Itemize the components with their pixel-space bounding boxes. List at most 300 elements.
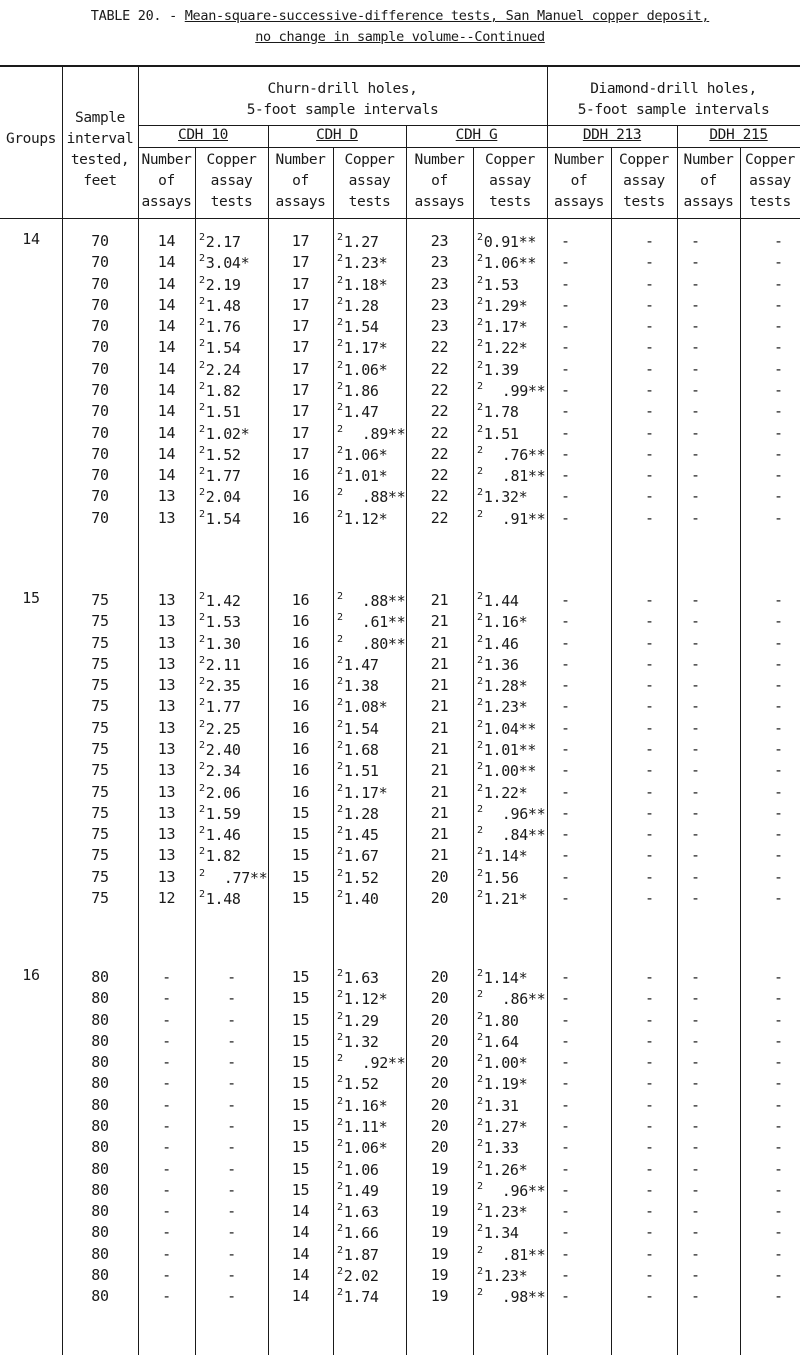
empty-cell-dash: - <box>774 761 784 780</box>
empty-cell-dash: - <box>691 654 701 673</box>
footnote-marker: 2 <box>199 803 205 815</box>
copper-assay-cell <box>337 761 379 780</box>
footnote-marker: 2 <box>199 423 205 435</box>
copper-assay-cell <box>337 968 379 987</box>
number-of-assays-cell: 21 <box>430 782 449 801</box>
footnote-marker: 2 <box>477 466 483 478</box>
sample-interval-cell: 75 <box>91 782 109 801</box>
empty-cell-dash: - <box>561 317 571 336</box>
empty-cell-dash: - <box>561 739 571 758</box>
empty-cell-dash: - <box>774 274 784 293</box>
footnote-marker: 2 <box>337 232 343 243</box>
sample-interval-cell: 75 <box>91 761 109 780</box>
sample-interval-header: interval <box>66 131 134 147</box>
empty-cell-dash: - <box>774 1138 784 1157</box>
copper-assay-value: 1.87 <box>343 1245 379 1264</box>
number-of-assays-cell: 17 <box>291 423 310 442</box>
number-of-assays-cell: 20 <box>430 1053 449 1072</box>
empty-cell-dash: - <box>645 1287 655 1306</box>
copper-assay-value: 1.67 <box>343 847 379 866</box>
empty-cell-dash: - <box>691 697 701 716</box>
copper-assay-value: 1.26* <box>483 1160 528 1179</box>
copper-assay-cell <box>199 487 241 506</box>
copper-assay-cell <box>337 509 387 528</box>
copper-assay-value: 1.32 <box>343 1032 379 1051</box>
footnote-marker: 2 <box>477 1265 483 1277</box>
sample-interval-cell: 80 <box>91 1010 109 1029</box>
copper-assay-cell <box>477 445 545 464</box>
sample-interval-cell: 75 <box>91 867 109 886</box>
copper-assay-cell <box>477 804 545 823</box>
copper-assay-cell <box>477 381 545 400</box>
footnote-marker: 2 <box>337 761 343 773</box>
footnote-marker: 2 <box>337 317 343 329</box>
empty-cell-dash: - <box>774 1265 784 1284</box>
hole-header: DDH 213 <box>582 127 642 143</box>
number-of-assays-cell: 19 <box>430 1159 449 1178</box>
copper-assay-cell <box>199 846 241 865</box>
number-of-assays-cell: 13 <box>157 782 176 801</box>
empty-cell-dash: - <box>774 1287 784 1306</box>
sample-interval-cell: 70 <box>91 487 109 506</box>
footnote-marker: 2 <box>337 380 343 392</box>
footnote-marker: 2 <box>337 508 343 520</box>
empty-cell-dash: - <box>645 803 655 822</box>
footnote-marker: 2 <box>477 402 483 414</box>
number-of-assays-cell: 20 <box>430 1074 449 1093</box>
empty-cell-dash: - <box>645 444 655 463</box>
copper-assay-cell <box>337 1011 379 1030</box>
copper-assay-cell: - <box>227 1095 236 1114</box>
sample-interval-cell: 80 <box>91 1180 109 1199</box>
copper-assay-cell <box>337 466 387 485</box>
copper-assay-value: 1.56 <box>483 868 519 887</box>
empty-cell-dash: - <box>561 591 571 609</box>
number-of-assays-header: assays <box>683 194 734 210</box>
footnote-marker: 2 <box>199 718 205 730</box>
copper-assay-cell <box>337 1117 387 1136</box>
number-of-assays-cell: 15 <box>291 1095 310 1114</box>
empty-cell-dash: - <box>774 654 784 673</box>
empty-cell-dash: - <box>645 274 655 293</box>
footnote-marker: 2 <box>337 1244 343 1256</box>
footnote-marker: 2 <box>199 359 205 371</box>
copper-assay-value: 1.33 <box>483 1139 519 1158</box>
footnote-marker: 2 <box>477 295 483 307</box>
copper-assay-value: .80** <box>361 634 406 653</box>
number-of-assays-cell: 21 <box>430 846 449 865</box>
copper-assay-value: .76** <box>501 445 546 464</box>
copper-assay-tests-header: tests <box>749 194 791 210</box>
empty-cell-dash: - <box>561 1180 571 1199</box>
copper-assay-cell <box>337 1096 387 1115</box>
copper-assay-value: 1.46 <box>483 634 519 653</box>
empty-cell-dash: - <box>691 676 701 695</box>
copper-assay-value: 1.19* <box>483 1075 528 1094</box>
empty-cell-dash: - <box>645 654 655 673</box>
empty-cell-dash: - <box>645 846 655 865</box>
empty-cell-dash: - <box>645 423 655 442</box>
groups-header: Groups <box>6 131 56 147</box>
sample-interval-cell: 80 <box>91 1223 109 1242</box>
copper-assay-tests-header: assay <box>749 173 791 189</box>
copper-assay-tests-header: Copper <box>485 152 535 168</box>
empty-cell-dash: - <box>645 317 655 336</box>
copper-assay-cell <box>337 868 379 887</box>
empty-cell-dash: - <box>774 825 784 844</box>
copper-assay-value: 2.24 <box>205 360 241 379</box>
number-of-assays-cell: 15 <box>291 888 310 907</box>
empty-cell-dash: - <box>561 654 571 673</box>
empty-cell-dash: - <box>561 274 571 293</box>
empty-cell-dash: - <box>561 1095 571 1114</box>
number-of-assays-cell: 16 <box>291 782 310 801</box>
footnote-marker: 2 <box>199 591 205 602</box>
copper-assay-value: 1.17* <box>483 318 528 337</box>
footnote-marker: 2 <box>199 846 205 858</box>
empty-cell-dash: - <box>561 1031 571 1050</box>
empty-cell-dash: - <box>645 295 655 314</box>
sample-interval-cell: 70 <box>91 317 109 336</box>
number-of-assays-cell: 13 <box>157 697 176 716</box>
number-of-assays-cell: 13 <box>157 487 176 506</box>
footnote-marker: 2 <box>477 1010 483 1022</box>
empty-cell-dash: - <box>691 1202 701 1221</box>
copper-assay-value: 1.47 <box>343 403 379 422</box>
copper-assay-value: 2.34 <box>205 762 241 781</box>
title-line-1: Mean-square-successive-difference tests, San Manuel copper deposit, <box>184 8 710 24</box>
empty-cell-dash: - <box>774 380 784 399</box>
empty-cell-dash: - <box>691 846 701 865</box>
number-of-assays-cell: 14 <box>291 1244 310 1263</box>
empty-cell-dash: - <box>645 888 655 907</box>
copper-assay-cell <box>477 275 519 294</box>
copper-assay-value: 1.48 <box>205 296 241 315</box>
empty-cell-dash: - <box>645 739 655 758</box>
sample-interval-cell: 75 <box>91 612 109 631</box>
footnote-marker: 2 <box>199 402 205 414</box>
empty-cell-dash: - <box>691 1074 701 1093</box>
copper-assay-value: 1.49 <box>343 1181 379 1200</box>
sample-interval-cell: 75 <box>91 591 109 609</box>
empty-cell-dash: - <box>645 1138 655 1157</box>
empty-cell-dash: - <box>691 1138 701 1157</box>
sample-interval-cell: 70 <box>91 402 109 421</box>
group-label: 16 <box>22 966 40 984</box>
copper-assay-cell <box>337 740 379 759</box>
number-of-assays-cell: 13 <box>157 739 176 758</box>
copper-assay-cell <box>199 296 241 315</box>
copper-assay-cell: - <box>227 1159 236 1178</box>
empty-cell-dash: - <box>691 1287 701 1306</box>
footnote-marker: 2 <box>477 1180 483 1192</box>
footnote-marker: 2 <box>477 423 483 435</box>
empty-cell-dash: - <box>561 232 571 250</box>
copper-assay-cell <box>337 338 387 357</box>
footnote-marker: 2 <box>477 317 483 329</box>
footnote-marker: 2 <box>337 338 343 350</box>
footnote-marker: 2 <box>477 633 483 645</box>
copper-assay-tests-header: assay <box>210 173 253 189</box>
empty-cell-dash: - <box>561 466 571 485</box>
copper-assay-cell <box>199 761 241 780</box>
empty-cell-dash: - <box>774 676 784 695</box>
copper-assay-cell <box>337 1074 379 1093</box>
copper-assay-value: 1.68 <box>343 740 379 759</box>
empty-cell-dash: - <box>691 338 701 357</box>
number-of-assays-cell: - <box>162 1031 171 1050</box>
copper-assay-cell <box>337 1032 379 1051</box>
empty-cell-dash: - <box>774 487 784 506</box>
column-divider <box>473 147 474 1355</box>
copper-assay-cell <box>337 402 379 421</box>
empty-cell-dash: - <box>691 423 701 442</box>
table-top-rule <box>0 66 800 67</box>
sample-interval-cell: 75 <box>91 803 109 822</box>
empty-cell-dash: - <box>691 380 701 399</box>
sample-interval-cell: 75 <box>91 888 109 907</box>
empty-cell-dash: - <box>645 867 655 886</box>
empty-cell-dash: - <box>561 1138 571 1157</box>
footnote-marker: 2 <box>477 718 483 730</box>
copper-assay-value: 1.23* <box>483 1266 528 1285</box>
number-of-assays-cell: 13 <box>157 591 176 609</box>
copper-assay-value: 1.06* <box>343 445 388 464</box>
copper-assay-cell <box>477 989 545 1008</box>
empty-cell-dash: - <box>691 274 701 293</box>
copper-assay-cell <box>477 591 519 610</box>
copper-assay-cell: - <box>227 989 236 1008</box>
footnote-marker: 2 <box>477 1053 483 1065</box>
empty-cell-dash: - <box>561 846 571 865</box>
hole-header: CDH D <box>316 127 358 143</box>
copper-assay-value: .81** <box>501 467 546 486</box>
copper-assay-value: 1.06** <box>483 254 537 273</box>
copper-assay-value: 1.76 <box>205 318 241 337</box>
copper-assay-cell <box>477 1053 527 1072</box>
number-of-assays-cell: 16 <box>291 487 310 506</box>
number-of-assays-cell: 14 <box>157 466 176 485</box>
footnote-marker: 2 <box>477 676 483 688</box>
copper-assay-value: 1.23* <box>483 1203 528 1222</box>
copper-assay-cell <box>199 719 241 738</box>
empty-cell-dash: - <box>691 466 701 485</box>
copper-assay-cell <box>477 1266 527 1285</box>
copper-assay-cell <box>477 1160 527 1179</box>
footnote-marker: 2 <box>199 654 205 666</box>
empty-cell-dash: - <box>561 761 571 780</box>
empty-cell-dash: - <box>774 718 784 737</box>
number-of-assays-cell: 21 <box>430 739 449 758</box>
diamond-drill-header: Diamond-drill holes, <box>590 81 757 97</box>
number-of-assays-header: of <box>570 173 588 189</box>
empty-cell-dash: - <box>561 1159 571 1178</box>
empty-cell-dash: - <box>645 1244 655 1263</box>
empty-cell-dash: - <box>691 1010 701 1029</box>
number-of-assays-cell: 21 <box>430 825 449 844</box>
number-of-assays-cell: 20 <box>430 989 449 1008</box>
copper-assay-cell <box>337 697 387 716</box>
number-of-assays-cell: 21 <box>430 718 449 737</box>
empty-cell-dash: - <box>561 1265 571 1284</box>
copper-assay-value: 1.74 <box>343 1288 379 1307</box>
number-of-assays-cell: 14 <box>157 444 176 463</box>
number-of-assays-cell: 21 <box>430 761 449 780</box>
empty-cell-dash: - <box>774 444 784 463</box>
number-of-assays-cell: 13 <box>157 612 176 631</box>
number-of-assays-cell: - <box>162 968 171 986</box>
column-divider <box>677 125 678 1355</box>
empty-cell-dash: - <box>691 487 701 506</box>
copper-assay-cell <box>477 360 519 379</box>
copper-assay-value: 1.00** <box>483 762 537 781</box>
copper-assay-value: 1.14* <box>483 969 528 987</box>
number-of-assays-cell: 14 <box>157 402 176 421</box>
copper-assay-value: 1.08* <box>343 698 388 717</box>
empty-cell-dash: - <box>561 803 571 822</box>
copper-assay-value: 1.48 <box>205 889 241 908</box>
copper-assay-tests-header: Copper <box>206 152 257 168</box>
sample-interval-cell: 80 <box>91 1031 109 1050</box>
empty-cell-dash: - <box>645 697 655 716</box>
footnote-marker: 2 <box>477 1287 483 1299</box>
number-of-assays-cell: 13 <box>157 825 176 844</box>
copper-assay-value: .98** <box>501 1288 546 1307</box>
copper-assay-cell <box>199 275 241 294</box>
empty-cell-dash: - <box>645 591 655 609</box>
copper-assay-value: 1.66 <box>343 1224 379 1243</box>
footnote-marker: 2 <box>477 1095 483 1107</box>
footnote-marker: 2 <box>337 697 343 709</box>
number-of-assays-cell: 17 <box>291 295 310 314</box>
copper-assay-value: 1.11* <box>343 1117 388 1136</box>
copper-assay-tests-header: Copper <box>619 152 669 168</box>
footnote-marker: 2 <box>477 989 483 1001</box>
empty-cell-dash: - <box>561 1116 571 1135</box>
copper-assay-cell <box>337 591 405 610</box>
number-of-assays-header: assays <box>275 194 326 210</box>
copper-assay-cell <box>337 296 379 315</box>
copper-assay-tests-header: tests <box>623 194 665 210</box>
empty-cell-dash: - <box>691 253 701 272</box>
footnote-marker: 2 <box>199 380 205 392</box>
number-of-assays-cell: 19 <box>430 1180 449 1199</box>
footnote-marker: 2 <box>477 1244 483 1256</box>
copper-assay-cell <box>199 783 241 802</box>
number-of-assays-cell: 22 <box>430 487 449 506</box>
number-of-assays-cell: 19 <box>430 1244 449 1263</box>
empty-cell-dash: - <box>691 1031 701 1050</box>
copper-assay-value: 2.11 <box>205 655 241 674</box>
number-of-assays-cell: 15 <box>291 1010 310 1029</box>
number-of-assays-cell: 14 <box>157 274 176 293</box>
footnote-marker: 2 <box>477 444 483 456</box>
copper-assay-value: 1.29* <box>483 296 528 315</box>
number-of-assays-cell: 15 <box>291 1138 310 1157</box>
number-of-assays-cell: - <box>162 1287 171 1306</box>
copper-assay-cell: - <box>227 1116 236 1135</box>
footnote-marker: 2 <box>477 1116 483 1128</box>
number-of-assays-cell: 19 <box>430 1202 449 1221</box>
footnote-marker: 2 <box>337 1138 343 1150</box>
copper-assay-value: 2.25 <box>205 719 241 738</box>
copper-assay-cell <box>337 612 405 631</box>
copper-assay-cell <box>337 317 379 336</box>
number-of-assays-cell: 15 <box>291 1074 310 1093</box>
footnote-marker: 2 <box>199 253 205 265</box>
empty-cell-dash: - <box>774 232 784 250</box>
copper-assay-cell <box>477 253 536 272</box>
copper-assay-value: 1.63 <box>343 1203 379 1222</box>
empty-cell-dash: - <box>645 718 655 737</box>
footnote-marker: 2 <box>477 1202 483 1214</box>
empty-cell-dash: - <box>645 1265 655 1284</box>
number-of-assays-cell: 14 <box>157 253 176 272</box>
empty-cell-dash: - <box>561 380 571 399</box>
empty-cell-dash: - <box>691 612 701 631</box>
copper-assay-value: 1.63 <box>343 969 379 987</box>
empty-cell-dash: - <box>774 466 784 485</box>
number-of-assays-cell: 14 <box>157 317 176 336</box>
empty-cell-dash: - <box>561 1223 571 1242</box>
copper-assay-cell <box>477 509 545 528</box>
number-of-assays-cell: 15 <box>291 1053 310 1072</box>
empty-cell-dash: - <box>645 761 655 780</box>
number-of-assays-cell: - <box>162 1074 171 1093</box>
empty-cell-dash: - <box>774 1244 784 1263</box>
copper-assay-cell <box>337 719 379 738</box>
number-of-assays-cell: - <box>162 1265 171 1284</box>
empty-cell-dash: - <box>561 508 571 527</box>
copper-assay-value: 1.53 <box>483 275 519 294</box>
empty-cell-dash: - <box>774 1074 784 1093</box>
footnote-marker: 2 <box>337 782 343 794</box>
sample-interval-cell: 80 <box>91 1287 109 1306</box>
empty-cell-dash: - <box>774 253 784 272</box>
footnote-marker: 2 <box>337 633 343 645</box>
number-of-assays-cell: 19 <box>430 1287 449 1306</box>
copper-assay-cell <box>199 634 241 653</box>
copper-assay-value: 2.19 <box>205 275 241 294</box>
copper-assay-cell <box>477 740 536 759</box>
footnote-marker: 2 <box>199 888 205 900</box>
group-label: 15 <box>22 589 40 607</box>
copper-assay-value: 1.51 <box>343 762 379 781</box>
empty-cell-dash: - <box>691 888 701 907</box>
copper-assay-value: 1.04** <box>483 719 537 738</box>
number-of-assays-cell: 16 <box>291 761 310 780</box>
footnote-marker: 2 <box>337 718 343 730</box>
copper-assay-cell <box>337 846 379 865</box>
copper-assay-cell <box>477 1202 527 1221</box>
column-divider <box>333 147 334 1355</box>
copper-assay-value: 1.18* <box>343 275 388 294</box>
copper-assay-cell <box>477 296 527 315</box>
copper-assay-value: 1.47 <box>343 655 379 674</box>
copper-assay-value: 1.28 <box>343 296 379 315</box>
footnote-marker: 2 <box>337 423 343 435</box>
copper-assay-value: 1.52 <box>205 445 241 464</box>
empty-cell-dash: - <box>774 1202 784 1221</box>
copper-assay-value: 2.17 <box>205 233 241 251</box>
empty-cell-dash: - <box>561 402 571 421</box>
footnote-marker: 2 <box>477 612 483 624</box>
copper-assay-cell <box>477 1011 519 1030</box>
copper-assay-cell <box>337 275 387 294</box>
footnote-marker: 2 <box>477 968 483 979</box>
empty-cell-dash: - <box>561 1074 571 1093</box>
number-of-assays-header: of <box>292 173 309 189</box>
